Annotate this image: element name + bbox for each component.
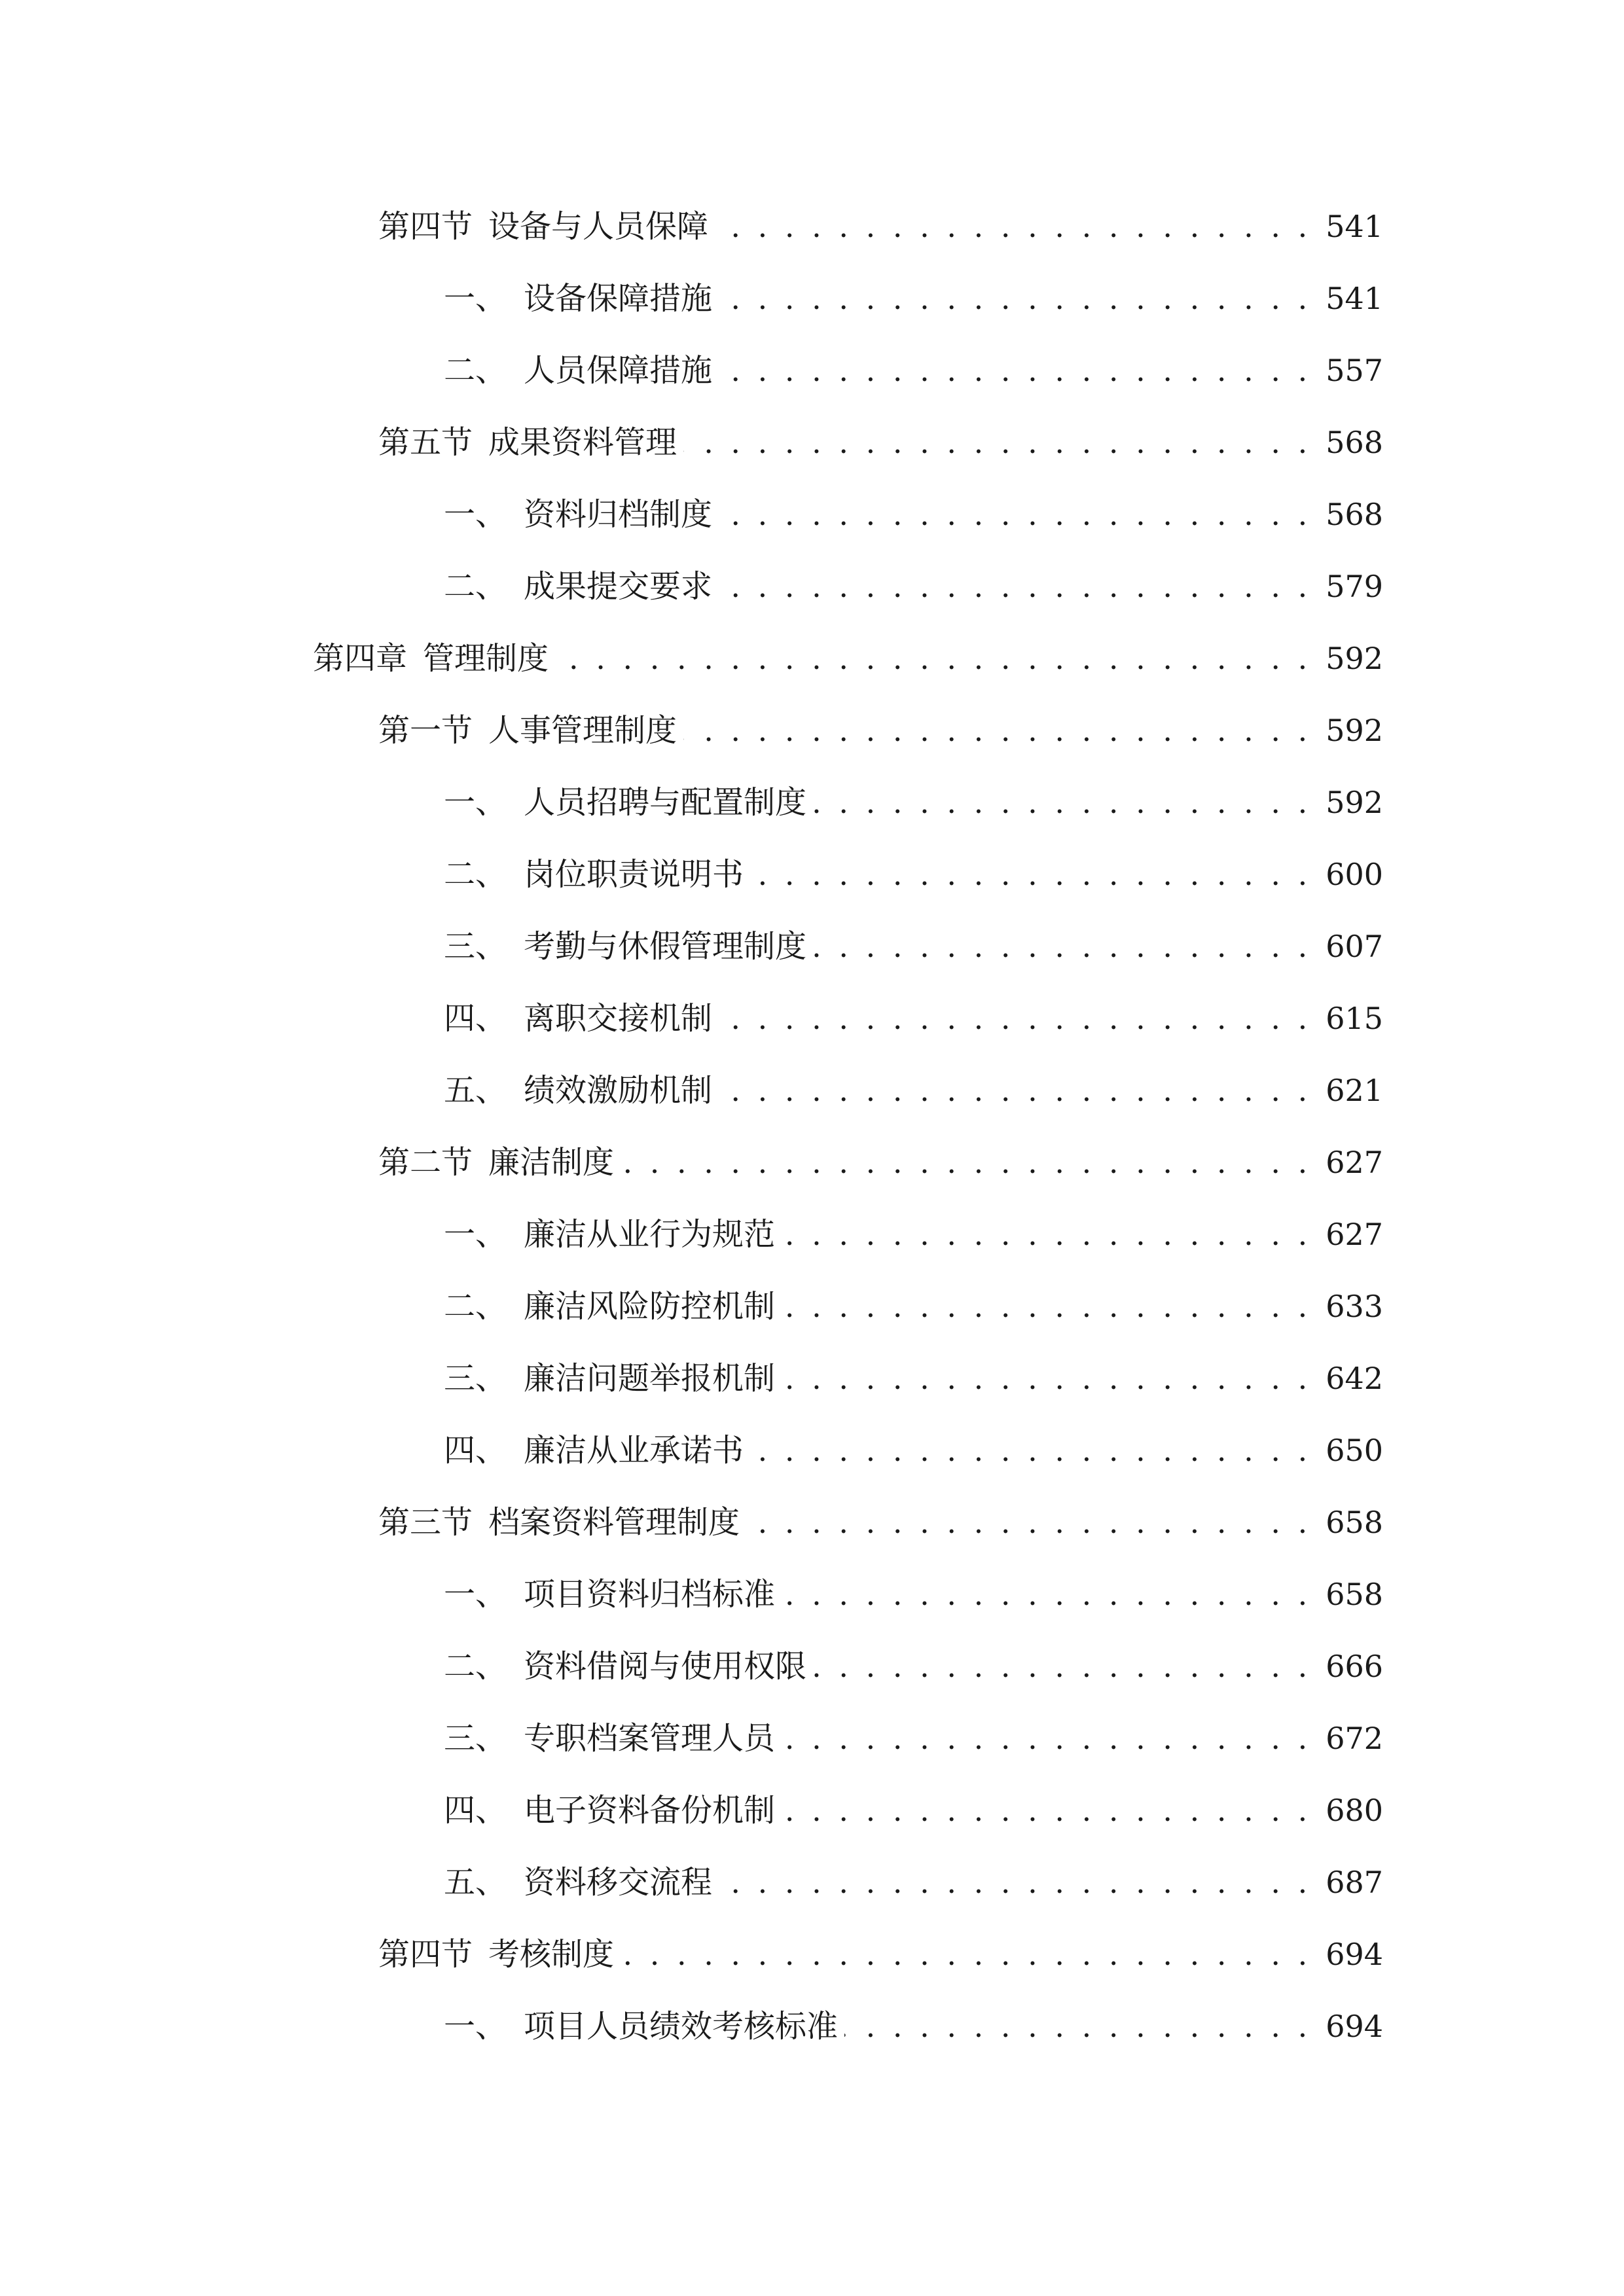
toc-entry-page: 666 — [1326, 1649, 1383, 1684]
toc-entry-page: 658 — [1326, 1505, 1383, 1540]
toc-entry-number: 一、 — [444, 496, 507, 533]
toc-entry-item[interactable] — [0, 1558, 1624, 1630]
toc-entry-item[interactable] — [0, 550, 1624, 622]
toc-entry-title: 专职档案管理人员 — [524, 1720, 776, 1757]
dot-leader — [719, 499, 1311, 530]
toc-entry-item[interactable] — [0, 910, 1624, 982]
toc-entry-title: 成果提交要求 — [524, 568, 713, 605]
toc-entry-title: 离职交接机制 — [524, 1000, 713, 1037]
toc-entry-section[interactable] — [0, 1486, 1624, 1558]
toc-entry-number: 二、 — [444, 352, 507, 389]
dot-leader — [719, 1003, 1311, 1034]
dot-leader — [719, 283, 1311, 314]
toc-entry-page: 541 — [1326, 209, 1383, 244]
toc-entry-title: 资料归档制度 — [524, 496, 713, 533]
toc-entry-page: 672 — [1326, 1721, 1383, 1756]
toc-entry-page: 592 — [1326, 641, 1383, 676]
dot-leader — [813, 1651, 1311, 1682]
toc-entry-title: 资料借阅与使用权限 — [524, 1648, 807, 1685]
toc-entry-title: 设备保障措施 — [524, 280, 713, 317]
toc-entry-title: 成果资料管理 — [488, 424, 677, 461]
toc-entry-title: 项目人员绩效考核标准 — [524, 2008, 839, 2045]
dot-leader — [782, 1219, 1311, 1250]
toc-entry-item[interactable] — [0, 982, 1624, 1054]
dot-leader — [621, 1939, 1311, 1970]
dot-leader — [750, 1435, 1311, 1466]
toc-entry-title: 廉洁制度 — [488, 1144, 615, 1181]
table-of-contents — [0, 190, 1624, 2062]
toc-entry-number: 一、 — [444, 784, 507, 821]
toc-entry-title: 人事管理制度 — [488, 712, 677, 749]
toc-entry-number: 五、 — [444, 1864, 507, 1901]
toc-entry-item[interactable] — [0, 1342, 1624, 1414]
toc-entry-page: 568 — [1326, 497, 1383, 532]
dot-leader — [782, 1723, 1311, 1754]
toc-entry-page: 600 — [1326, 857, 1383, 892]
toc-entry-number: 四、 — [444, 1792, 507, 1829]
toc-entry-number: 二、 — [444, 856, 507, 893]
toc-entry-page: 680 — [1326, 1793, 1383, 1828]
dot-leader — [555, 643, 1311, 674]
toc-entry-page: 650 — [1326, 1433, 1383, 1468]
toc-entry-number: 第四章 — [313, 640, 408, 677]
dot-leader — [719, 1075, 1311, 1106]
toc-entry-number: 第一节 — [378, 712, 473, 749]
toc-entry-section[interactable] — [0, 694, 1624, 766]
toc-entry-item[interactable] — [0, 478, 1624, 550]
toc-entry-section[interactable] — [0, 1918, 1624, 1990]
dot-leader — [782, 1795, 1311, 1826]
toc-entry-title: 设备与人员保障 — [488, 208, 709, 245]
toc-entry-number: 二、 — [444, 1648, 507, 1685]
toc-entry-number: 一、 — [444, 280, 507, 317]
toc-entry-number: 第四节 — [378, 1936, 473, 1973]
dot-leader — [746, 1507, 1311, 1538]
dot-leader — [683, 715, 1311, 746]
toc-entry-page: 615 — [1326, 1001, 1383, 1036]
toc-entry-item[interactable] — [0, 1702, 1624, 1774]
dot-leader — [782, 1291, 1311, 1322]
toc-entry-title: 廉洁风险防控机制 — [524, 1288, 776, 1325]
toc-entry-page: 541 — [1326, 281, 1383, 316]
toc-entry-page: 642 — [1326, 1361, 1383, 1396]
toc-entry-item[interactable] — [0, 1414, 1624, 1486]
toc-entry-number: 第五节 — [378, 424, 473, 461]
toc-entry-number: 五、 — [444, 1072, 507, 1109]
dot-leader — [719, 355, 1311, 386]
toc-entry-item[interactable] — [0, 1846, 1624, 1918]
toc-entry-number: 一、 — [444, 2008, 507, 2045]
toc-entry-number: 四、 — [444, 1432, 507, 1469]
toc-entry-item[interactable] — [0, 1990, 1624, 2062]
toc-entry-number: 四、 — [444, 1000, 507, 1037]
toc-entry-page: 579 — [1326, 569, 1383, 604]
toc-entry-section[interactable] — [0, 406, 1624, 478]
toc-entry-item[interactable] — [0, 1054, 1624, 1126]
dot-leader — [750, 859, 1311, 890]
toc-entry-page: 627 — [1326, 1217, 1383, 1252]
toc-entry-page: 694 — [1326, 2009, 1383, 2044]
toc-entry-page: 621 — [1326, 1073, 1383, 1108]
toc-entry-number: 三、 — [444, 1360, 507, 1397]
toc-entry-page: 687 — [1326, 1865, 1383, 1900]
toc-entry-page: 627 — [1326, 1145, 1383, 1180]
toc-entry-title: 岗位职责说明书 — [524, 856, 744, 893]
toc-entry-item[interactable] — [0, 1774, 1624, 1846]
toc-entry-item[interactable] — [0, 334, 1624, 406]
toc-entry-number: 三、 — [444, 928, 507, 965]
toc-entry-page: 568 — [1326, 425, 1383, 460]
dot-leader — [683, 427, 1311, 458]
toc-entry-number: 第三节 — [378, 1504, 473, 1541]
toc-entry-item[interactable] — [0, 1198, 1624, 1270]
dot-leader — [782, 1363, 1311, 1394]
toc-entry-page: 592 — [1326, 713, 1383, 748]
dot-leader — [719, 571, 1311, 602]
toc-entry-title: 廉洁问题举报机制 — [524, 1360, 776, 1397]
toc-entry-section[interactable] — [0, 1126, 1624, 1198]
toc-entry-section[interactable] — [0, 190, 1624, 262]
toc-entry-title: 项目资料归档标准 — [524, 1576, 776, 1613]
toc-entry-title: 绩效激励机制 — [524, 1072, 713, 1109]
dot-leader — [844, 2011, 1311, 2042]
toc-entry-chapter[interactable] — [0, 622, 1624, 694]
toc-entry-page: 607 — [1326, 929, 1383, 964]
toc-entry-page: 694 — [1326, 1937, 1383, 1972]
dot-leader — [719, 1867, 1311, 1898]
toc-entry-title: 人员招聘与配置制度 — [524, 784, 807, 821]
toc-entry-item[interactable] — [0, 262, 1624, 334]
toc-entry-title: 资料移交流程 — [524, 1864, 713, 1901]
toc-entry-title: 人员保障措施 — [524, 352, 713, 389]
toc-entry-title: 管理制度 — [423, 640, 549, 677]
toc-entry-page: 557 — [1326, 353, 1383, 388]
toc-entry-number: 三、 — [444, 1720, 507, 1757]
toc-entry-number: 一、 — [444, 1216, 507, 1253]
toc-entry-number: 第二节 — [378, 1144, 473, 1181]
toc-entry-number: 二、 — [444, 568, 507, 605]
toc-entry-item[interactable] — [0, 1630, 1624, 1702]
toc-entry-page: 658 — [1326, 1577, 1383, 1612]
dot-leader — [782, 1579, 1311, 1610]
toc-entry-title: 廉洁从业行为规范 — [524, 1216, 776, 1253]
toc-entry-number: 第四节 — [378, 208, 473, 245]
toc-entry-page: 592 — [1326, 785, 1383, 820]
dot-leader — [813, 787, 1311, 818]
toc-entry-item[interactable] — [0, 1270, 1624, 1342]
toc-entry-title: 电子资料备份机制 — [524, 1792, 776, 1829]
toc-entry-title: 档案资料管理制度 — [488, 1504, 740, 1541]
toc-entry-number: 一、 — [444, 1576, 507, 1613]
toc-entry-item[interactable] — [0, 838, 1624, 910]
toc-entry-number: 二、 — [444, 1288, 507, 1325]
toc-entry-title: 考勤与休假管理制度 — [524, 928, 807, 965]
dot-leader — [621, 1147, 1311, 1178]
dot-leader — [813, 931, 1311, 962]
toc-entry-item[interactable] — [0, 766, 1624, 838]
toc-entry-page: 633 — [1326, 1289, 1383, 1324]
dot-leader — [715, 211, 1311, 242]
toc-entry-title: 廉洁从业承诺书 — [524, 1432, 744, 1469]
toc-entry-title: 考核制度 — [488, 1936, 615, 1973]
